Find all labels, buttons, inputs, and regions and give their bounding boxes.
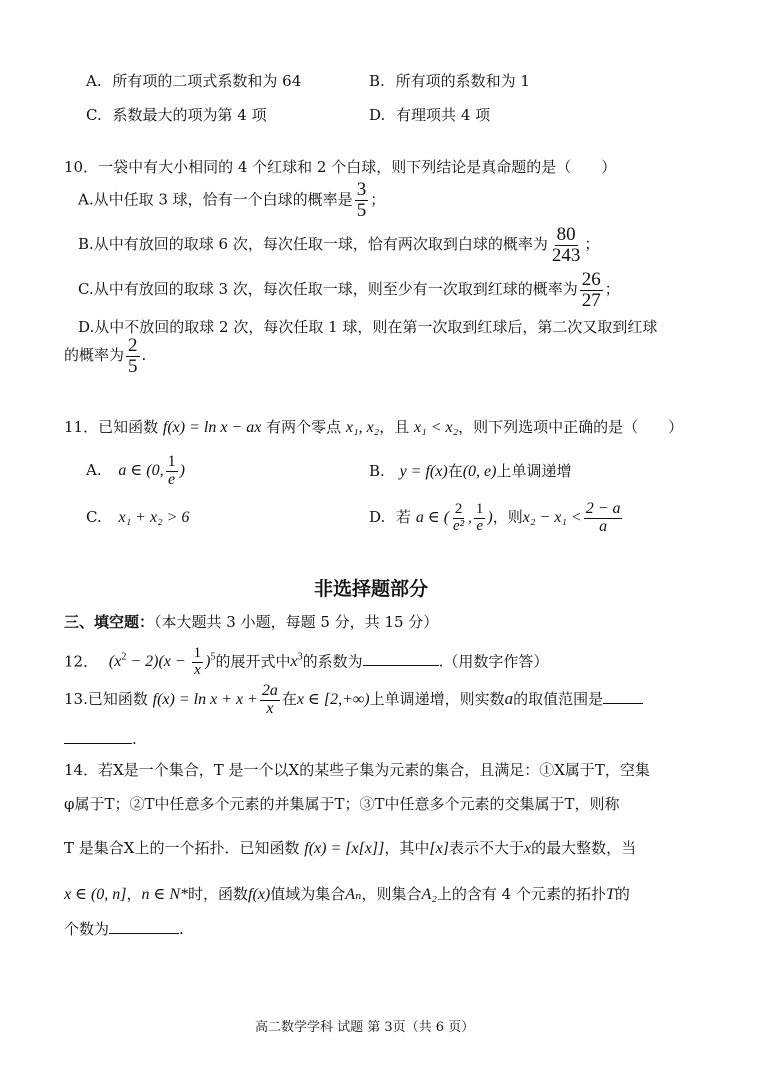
q11-d-fraction-2: [474, 502, 486, 535]
q10-b-den: 243: [551, 244, 581, 266]
q12-expr-part1: (x: [108, 653, 122, 671]
q11-option-d: [369, 494, 624, 541]
q10-a-text: A.从中任取 3 球，恰有一个白球的概率是: [78, 190, 353, 209]
q12-answer-blank[interactable]: [363, 665, 439, 666]
section-title: 非选择题部分: [314, 578, 429, 600]
q11-d-comma: ,: [468, 510, 472, 526]
q11-a-den: e: [168, 470, 176, 488]
q13-line2: [64, 730, 137, 748]
q9-option-a: [86, 70, 301, 91]
q10-c-den: 27: [581, 289, 601, 311]
q14-line4-h: ，则集合: [361, 885, 422, 903]
q12-frac-den: x: [194, 662, 201, 679]
q14-line4-interval: x ∈ (0, n]: [64, 886, 127, 903]
q14-line4-f: 值域为集合: [270, 885, 346, 903]
q11-d-den-2: e: [476, 517, 483, 534]
q14-line-2: φ属于T；②T中任意多个元素的并集属于T；③T中任意多个元素的交集属于T，则称: [64, 795, 620, 813]
q12-expr: [108, 645, 216, 679]
q11-stem-mid: 有两个零点: [266, 418, 342, 436]
q13: [64, 676, 643, 723]
q11-option-b: [369, 460, 571, 481]
q11-d-ineq: x₂ − x₁ <: [522, 509, 582, 526]
q12-tail: .（用数字作答）: [438, 652, 549, 671]
q9-option-c-letter: C.: [86, 106, 102, 124]
q11-b-post: 上单调递增: [496, 462, 572, 480]
q11-stem-post: ，则下列选项中正确的是（ ）: [458, 418, 684, 436]
q14-line-5: [64, 918, 184, 939]
q10-stem: 10．一袋中有大小相同的 4 个红球和 2 个白球，则下列结论是真命题的是（ ）: [64, 158, 617, 176]
q11-d-fraction-3: [584, 501, 623, 536]
q11-a-num: 1: [167, 452, 176, 470]
q14-line4-j: 上的含有 4 个元素的拓扑: [436, 885, 606, 903]
q11-d-close: ): [487, 509, 493, 526]
q10-a-den: 5: [356, 199, 367, 221]
q13-end: .: [132, 730, 137, 748]
q11-a-letter: A.: [86, 461, 102, 479]
q10-option-d-line1: D.从中不放回的取球 2 次，每次任取 1 球，则在第一次取到红球后，第二次又取到红球: [78, 318, 658, 336]
q12-text2: 的系数为: [302, 652, 363, 671]
q11-a-close: ): [179, 462, 185, 479]
q10-d-text2: 的概率为: [64, 346, 125, 364]
q11-d-fraction-1: [451, 502, 466, 535]
q13-answer-blank-1[interactable]: [603, 703, 643, 704]
q13-func: f(x) = ln x + x +: [152, 691, 258, 708]
q11-d-den-1: e²: [453, 517, 465, 534]
q9-option-b: [369, 70, 530, 91]
q14-line3-mid: ，其中: [384, 839, 430, 857]
q9-option-b-letter: B.: [369, 72, 385, 90]
q14-line3-pre: T 是集合X上的一个拓扑．已知函数: [64, 839, 300, 857]
q12-fraction: [192, 646, 204, 679]
q10-option-c: [78, 268, 620, 310]
q11-d-expr: a ∈ (: [415, 509, 450, 526]
q10-c-end: ；: [604, 280, 620, 298]
q9-option-a-letter: A.: [86, 72, 102, 90]
q13-frac-den: x: [266, 699, 274, 717]
q12-expr-part3: ): [205, 653, 211, 671]
q12-number: 12．: [64, 652, 99, 671]
q11-b-interval: (0, e): [462, 463, 497, 480]
q13-fraction: [260, 683, 280, 718]
page-footer: 高二数学学科 试题 第 3页（共 6 页）: [255, 1020, 475, 1035]
q13-var: a: [504, 689, 514, 708]
q12-sup-1: 2: [121, 652, 127, 663]
q10-d-end: .: [141, 346, 147, 364]
section-heading-note: （本大题共 3 小题，每题 5 分，共 15 分）: [154, 613, 439, 631]
q11-b-mid: 在: [447, 462, 463, 480]
q11-option-a: [86, 448, 185, 493]
q11-c-letter: C.: [86, 508, 102, 526]
q11-option-c: [86, 508, 189, 527]
q10-b-fraction: [550, 225, 583, 266]
q12-x: x: [290, 653, 298, 671]
q14-line4-fx: f(x): [248, 886, 271, 903]
q10-b-num: 80: [556, 223, 576, 245]
q11-b-expr: y = f(x): [399, 463, 448, 480]
q14-line-1: 14．若X是一个集合，T 是一个以X的某些子集为元素的集合，且满足：①X属于T，空集: [64, 761, 650, 779]
q11-d-num-2: 1: [475, 500, 484, 517]
q10-d-fraction: [126, 336, 140, 377]
q12-frac-num: 1: [193, 645, 202, 662]
q11-d-num-3: 2 − a: [585, 499, 621, 517]
q14-line5-end: .: [179, 920, 184, 938]
q10-a-num: 3: [356, 179, 367, 200]
q9-option-c: [86, 104, 267, 125]
q11-d-den-3: a: [599, 517, 608, 535]
q14-line4-b: ，: [126, 885, 142, 903]
q13-mid: 在: [281, 690, 297, 708]
q11-d-pre: 若: [396, 508, 412, 526]
q14-line4-l: 的: [614, 885, 630, 903]
q12-text: 的展开式中: [215, 652, 291, 671]
q10-d-den: 5: [128, 355, 138, 377]
q9-option-a-text: 所有项的二项式系数和为 64: [112, 72, 302, 90]
q11-b-letter: B.: [369, 462, 385, 480]
q13-post: 上单调递增，则实数: [369, 690, 505, 708]
q10-c-text: C.从中有放回的取球 3 次，每次任取一球，则至少有一次取到红球的概率为: [78, 280, 578, 298]
q14-line4-t: T: [605, 886, 615, 903]
q12-x3: [291, 653, 303, 670]
q9-option-b-text: 所有项的系数和为 1: [395, 72, 530, 90]
q11-c-expr: x₁ + x₂ > 6: [118, 509, 190, 526]
q14-line3-func: f(x) = [x[x]]: [304, 840, 385, 857]
q10-d-num: 2: [128, 334, 138, 356]
q10-option-d-line2: [64, 334, 146, 376]
q11-stem-mid2: ，且: [379, 418, 410, 436]
q11-d-num-1: 2: [454, 500, 463, 517]
q11-stem: [64, 416, 683, 437]
q9-option-c-text: 系数最大的项为第 4 项: [112, 106, 267, 124]
q14-line3-post: 表示不大于: [448, 839, 524, 857]
q13-frac-num: 2a: [261, 681, 278, 699]
q14-line5-text: 个数为: [64, 920, 110, 938]
q14-line-4: [64, 883, 630, 904]
section-heading: [64, 611, 438, 632]
q11-stem-func: f(x) = ln x − ax: [162, 419, 262, 436]
q11-d-letter: D.: [369, 508, 386, 526]
q11-a-expr: a ∈ (0,: [118, 462, 164, 479]
q14-line4-a2: A₂: [421, 886, 437, 903]
q10-a-fraction: [355, 180, 369, 221]
q14-line4-d: 时，函数: [188, 885, 249, 903]
q14-line4-an: Aₙ: [345, 886, 362, 903]
q14-line4-n: n ∈ N*: [141, 886, 189, 903]
q13-pre: 13.已知函数: [64, 690, 148, 708]
q11-stem-pre: 11．已知函数: [64, 418, 159, 436]
q10-a-end: ；: [370, 190, 386, 209]
q10-b-text: B.从中有放回的取球 6 次，每次任取一球，恰有两次取到白球的概率为: [78, 235, 548, 253]
q9-option-d-letter: D.: [369, 106, 386, 124]
q13-domain: x ∈ [2,+∞): [296, 691, 370, 708]
q9-option-d-text: 有理项共 4 项: [396, 106, 491, 124]
q14-line3-end: 的最大整数，当: [531, 839, 637, 857]
q9-option-d: [369, 104, 490, 125]
q14-line3-bracket: [x]: [429, 840, 449, 857]
q12-expr-part2: − 2)(x −: [126, 653, 190, 671]
q13-answer-blank-2[interactable]: [64, 743, 132, 744]
q10-b-end: ；: [584, 235, 600, 253]
q10-option-b: [78, 223, 599, 265]
q12-sup-2: 5: [210, 652, 216, 663]
q13-post2: 的取值范围是: [513, 690, 604, 708]
q11-a-fraction: [166, 454, 178, 489]
q11-stem-cond: x₁ < x₂: [414, 419, 459, 436]
q12-sup-3: 3: [297, 652, 303, 663]
q10-c-fraction: [580, 270, 603, 311]
q11-d-mid: ，则: [492, 508, 523, 526]
q14-line3-x: x: [523, 840, 532, 857]
q11-stem-zeros: x₁, x₂: [345, 419, 380, 436]
q10-option-a: [78, 180, 385, 221]
section-heading-label: 三、填空题：: [64, 613, 155, 631]
q14-line-3: [64, 837, 636, 858]
q10-c-num: 26: [581, 268, 601, 290]
q14-answer-blank[interactable]: [109, 933, 179, 934]
